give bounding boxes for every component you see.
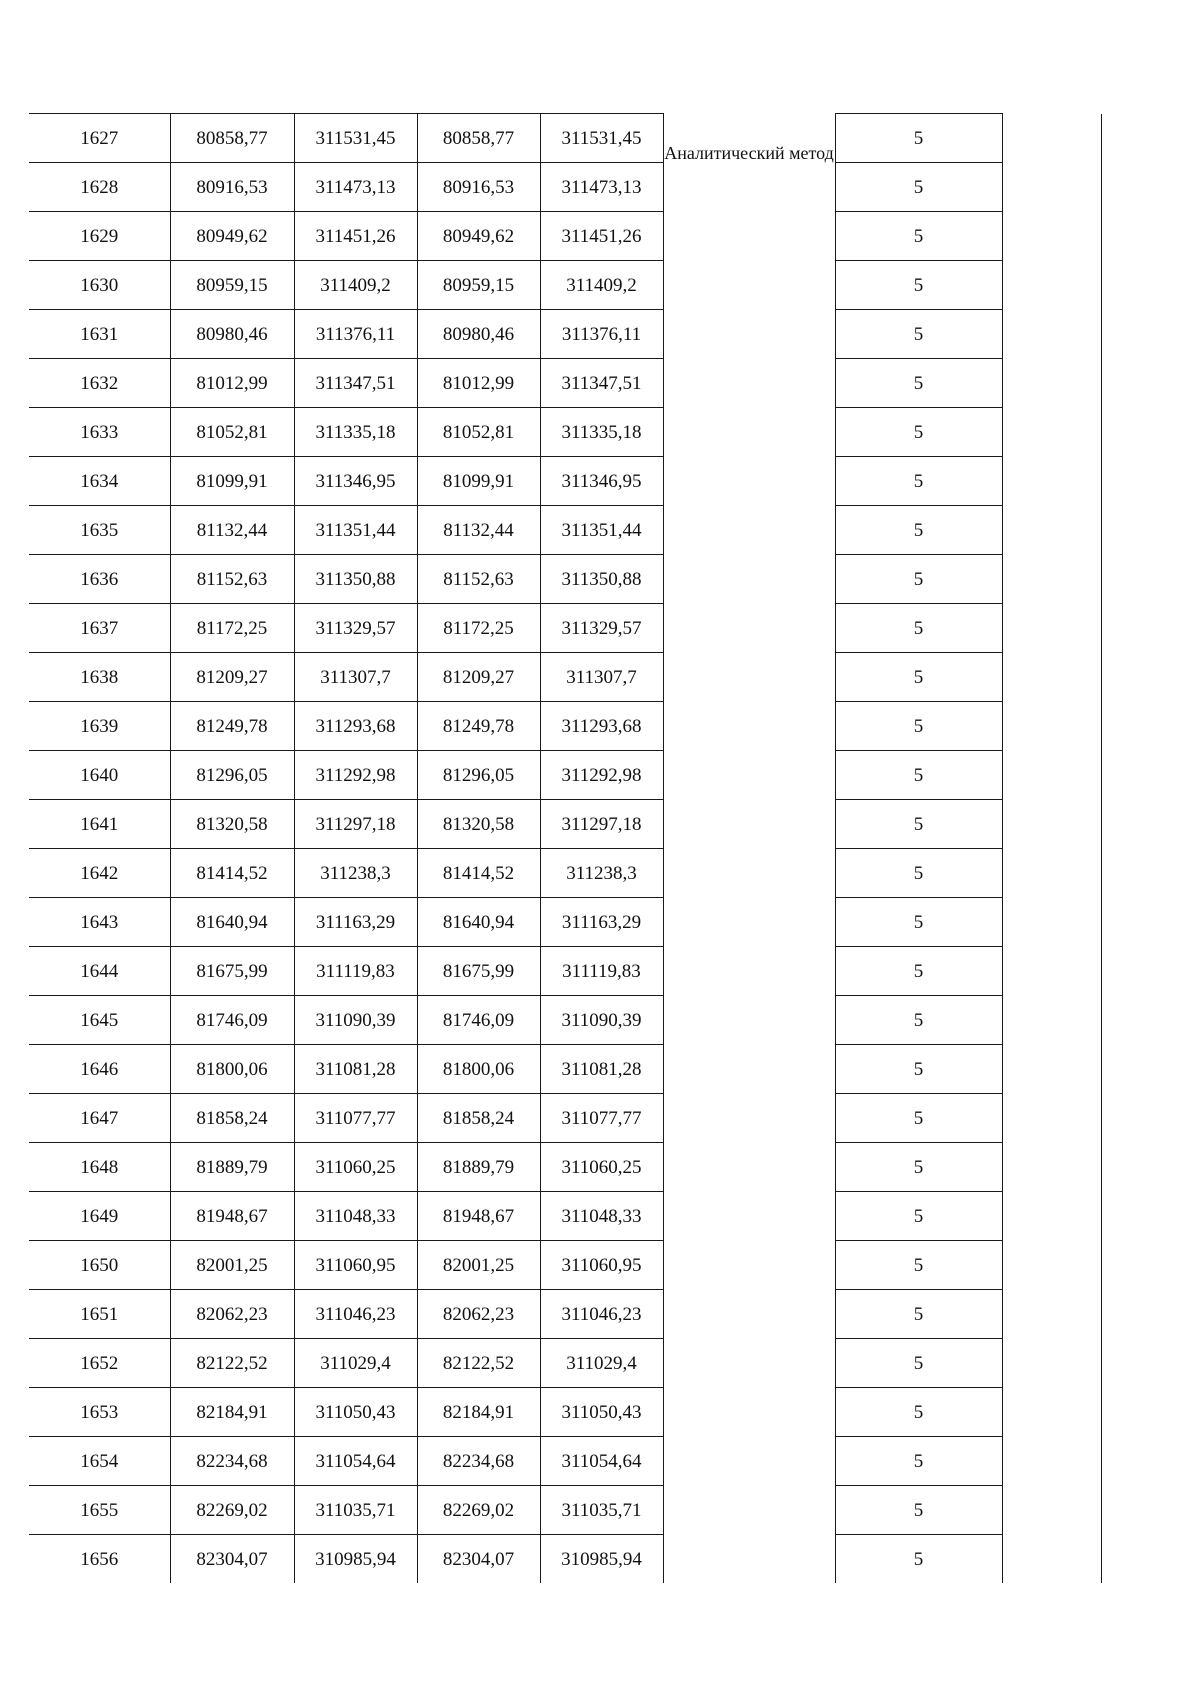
x-coordinate-refined-cell: 82184,91: [417, 1388, 540, 1437]
table-row: [29, 506, 1101, 555]
x-coordinate-cell: 82184,91: [170, 1388, 294, 1437]
point-number-cell: 1644: [29, 947, 170, 996]
point-number-cell: 1642: [29, 849, 170, 898]
accuracy-cell: 5: [835, 1143, 1002, 1192]
table-row: [29, 1437, 1101, 1486]
x-coordinate-refined-cell: 82234,68: [417, 1437, 540, 1486]
x-coordinate-refined-cell: 81640,94: [417, 898, 540, 947]
table-row: [29, 1339, 1101, 1388]
accuracy-cell: 5: [835, 604, 1002, 653]
x-coordinate-refined-cell: 81209,27: [417, 653, 540, 702]
point-number-cell: 1651: [29, 1290, 170, 1339]
y-coordinate-refined-cell: 311347,51: [540, 359, 663, 408]
x-coordinate-cell: 82304,07: [170, 1535, 294, 1584]
table-row: [29, 947, 1101, 996]
x-coordinate-cell: 81249,78: [170, 702, 294, 751]
x-coordinate-cell: 82269,02: [170, 1486, 294, 1535]
point-number-cell: 1648: [29, 1143, 170, 1192]
x-coordinate-refined-cell: 81132,44: [417, 506, 540, 555]
y-coordinate-refined-cell: 311335,18: [540, 408, 663, 457]
x-coordinate-refined-cell: 81948,67: [417, 1192, 540, 1241]
accuracy-cell: 5: [835, 408, 1002, 457]
table-row: [29, 555, 1101, 604]
point-number-cell: 1655: [29, 1486, 170, 1535]
x-coordinate-cell: 81012,99: [170, 359, 294, 408]
y-coordinate-refined-cell: 310985,94: [540, 1535, 663, 1584]
point-number-cell: 1628: [29, 163, 170, 212]
table-row: [29, 898, 1101, 947]
y-coordinate-cell: 311048,33: [294, 1192, 417, 1241]
x-coordinate-cell: 81948,67: [170, 1192, 294, 1241]
accuracy-cell: 5: [835, 261, 1002, 310]
accuracy-cell: 5: [835, 1094, 1002, 1143]
point-number-cell: 1646: [29, 1045, 170, 1094]
y-coordinate-refined-cell: 311060,25: [540, 1143, 663, 1192]
x-coordinate-cell: 81889,79: [170, 1143, 294, 1192]
x-coordinate-refined-cell: 82122,52: [417, 1339, 540, 1388]
empty-column-cell: [1002, 114, 1101, 1584]
point-number-cell: 1641: [29, 800, 170, 849]
accuracy-cell: 5: [835, 163, 1002, 212]
x-coordinate-cell: 80858,77: [170, 114, 294, 163]
accuracy-cell: 5: [835, 1290, 1002, 1339]
point-number-cell: 1636: [29, 555, 170, 604]
y-coordinate-refined-cell: 311029,4: [540, 1339, 663, 1388]
y-coordinate-cell: 311050,43: [294, 1388, 417, 1437]
y-coordinate-cell: 311046,23: [294, 1290, 417, 1339]
x-coordinate-cell: 81675,99: [170, 947, 294, 996]
table-row: [29, 1094, 1101, 1143]
y-coordinate-cell: 311347,51: [294, 359, 417, 408]
accuracy-cell: 5: [835, 800, 1002, 849]
x-coordinate-cell: 81320,58: [170, 800, 294, 849]
point-number-cell: 1654: [29, 1437, 170, 1486]
accuracy-cell: 5: [835, 1388, 1002, 1437]
point-number-cell: 1650: [29, 1241, 170, 1290]
x-coordinate-cell: 82062,23: [170, 1290, 294, 1339]
x-coordinate-refined-cell: 81800,06: [417, 1045, 540, 1094]
point-number-cell: 1649: [29, 1192, 170, 1241]
y-coordinate-cell: 311060,95: [294, 1241, 417, 1290]
accuracy-cell: 5: [835, 359, 1002, 408]
point-number-cell: 1637: [29, 604, 170, 653]
table-row: [29, 1486, 1101, 1535]
y-coordinate-refined-cell: 311293,68: [540, 702, 663, 751]
table-row: [29, 800, 1101, 849]
y-coordinate-refined-cell: 311046,23: [540, 1290, 663, 1339]
x-coordinate-refined-cell: 81152,63: [417, 555, 540, 604]
table-row: [29, 653, 1101, 702]
y-coordinate-cell: 311346,95: [294, 457, 417, 506]
y-coordinate-cell: 311531,45: [294, 114, 417, 163]
y-coordinate-refined-cell: 311081,28: [540, 1045, 663, 1094]
point-number-cell: 1630: [29, 261, 170, 310]
table-row: [29, 1045, 1101, 1094]
y-coordinate-cell: 311329,57: [294, 604, 417, 653]
table-row: [29, 1290, 1101, 1339]
table-row: [29, 702, 1101, 751]
x-coordinate-refined-cell: 82304,07: [417, 1535, 540, 1584]
accuracy-cell: 5: [835, 1192, 1002, 1241]
y-coordinate-cell: 311376,11: [294, 310, 417, 359]
y-coordinate-cell: 311292,98: [294, 751, 417, 800]
x-coordinate-refined-cell: 80858,77: [417, 114, 540, 163]
y-coordinate-cell: 311090,39: [294, 996, 417, 1045]
point-number-cell: 1656: [29, 1535, 170, 1584]
y-coordinate-refined-cell: 311050,43: [540, 1388, 663, 1437]
x-coordinate-refined-cell: 82001,25: [417, 1241, 540, 1290]
x-coordinate-refined-cell: 81296,05: [417, 751, 540, 800]
y-coordinate-refined-cell: 311292,98: [540, 751, 663, 800]
point-number-cell: 1652: [29, 1339, 170, 1388]
y-coordinate-refined-cell: 311119,83: [540, 947, 663, 996]
x-coordinate-cell: 80916,53: [170, 163, 294, 212]
y-coordinate-refined-cell: 311163,29: [540, 898, 663, 947]
y-coordinate-cell: 311307,7: [294, 653, 417, 702]
point-number-cell: 1645: [29, 996, 170, 1045]
y-coordinate-refined-cell: 311350,88: [540, 555, 663, 604]
accuracy-cell: 5: [835, 653, 1002, 702]
point-number-cell: 1639: [29, 702, 170, 751]
accuracy-cell: 5: [835, 947, 1002, 996]
x-coordinate-refined-cell: 81889,79: [417, 1143, 540, 1192]
table-row: [29, 604, 1101, 653]
y-coordinate-cell: 311119,83: [294, 947, 417, 996]
y-coordinate-cell: 311081,28: [294, 1045, 417, 1094]
accuracy-cell: 5: [835, 457, 1002, 506]
y-coordinate-cell: 311335,18: [294, 408, 417, 457]
table-row: [29, 114, 1101, 163]
accuracy-cell: 5: [835, 751, 1002, 800]
x-coordinate-refined-cell: 81858,24: [417, 1094, 540, 1143]
y-coordinate-cell: 311238,3: [294, 849, 417, 898]
x-coordinate-cell: 81052,81: [170, 408, 294, 457]
y-coordinate-refined-cell: 311473,13: [540, 163, 663, 212]
y-coordinate-cell: 311054,64: [294, 1437, 417, 1486]
table-row: [29, 1192, 1101, 1241]
x-coordinate-cell: 82234,68: [170, 1437, 294, 1486]
table-row: [29, 1388, 1101, 1437]
table-row: [29, 310, 1101, 359]
x-coordinate-cell: 82122,52: [170, 1339, 294, 1388]
y-coordinate-cell: 311473,13: [294, 163, 417, 212]
y-coordinate-cell: 311293,68: [294, 702, 417, 751]
y-coordinate-refined-cell: 311351,44: [540, 506, 663, 555]
table-row: [29, 996, 1101, 1045]
accuracy-cell: 5: [835, 996, 1002, 1045]
y-coordinate-cell: 311409,2: [294, 261, 417, 310]
accuracy-cell: 5: [835, 212, 1002, 261]
y-coordinate-cell: 311163,29: [294, 898, 417, 947]
table-body: [29, 114, 1101, 1584]
point-number-cell: 1629: [29, 212, 170, 261]
y-coordinate-refined-cell: 311060,95: [540, 1241, 663, 1290]
accuracy-cell: 5: [835, 1486, 1002, 1535]
x-coordinate-cell: 81099,91: [170, 457, 294, 506]
x-coordinate-refined-cell: 81249,78: [417, 702, 540, 751]
x-coordinate-cell: 80959,15: [170, 261, 294, 310]
accuracy-cell: 5: [835, 1437, 1002, 1486]
x-coordinate-cell: 81296,05: [170, 751, 294, 800]
table-row: [29, 359, 1101, 408]
y-coordinate-refined-cell: 311451,26: [540, 212, 663, 261]
table-row: [29, 408, 1101, 457]
y-coordinate-cell: 311351,44: [294, 506, 417, 555]
point-number-cell: 1633: [29, 408, 170, 457]
x-coordinate-cell: 81209,27: [170, 653, 294, 702]
accuracy-cell: 5: [835, 1535, 1002, 1584]
y-coordinate-cell: 311077,77: [294, 1094, 417, 1143]
y-coordinate-refined-cell: 311531,45: [540, 114, 663, 163]
x-coordinate-refined-cell: 80959,15: [417, 261, 540, 310]
table-row: [29, 849, 1101, 898]
y-coordinate-refined-cell: 311307,7: [540, 653, 663, 702]
point-number-cell: 1647: [29, 1094, 170, 1143]
y-coordinate-refined-cell: 311077,77: [540, 1094, 663, 1143]
y-coordinate-cell: 311451,26: [294, 212, 417, 261]
y-coordinate-refined-cell: 311238,3: [540, 849, 663, 898]
y-coordinate-refined-cell: 311048,33: [540, 1192, 663, 1241]
y-coordinate-refined-cell: 311346,95: [540, 457, 663, 506]
accuracy-cell: 5: [835, 849, 1002, 898]
y-coordinate-cell: 311029,4: [294, 1339, 417, 1388]
y-coordinate-cell: 311035,71: [294, 1486, 417, 1535]
point-number-cell: 1653: [29, 1388, 170, 1437]
accuracy-cell: 5: [835, 1339, 1002, 1388]
x-coordinate-refined-cell: 81320,58: [417, 800, 540, 849]
y-coordinate-refined-cell: 311297,18: [540, 800, 663, 849]
y-coordinate-refined-cell: 311329,57: [540, 604, 663, 653]
y-coordinate-refined-cell: 311409,2: [540, 261, 663, 310]
y-coordinate-cell: 311060,25: [294, 1143, 417, 1192]
x-coordinate-cell: 81746,09: [170, 996, 294, 1045]
x-coordinate-refined-cell: 81414,52: [417, 849, 540, 898]
coordinates-table: [29, 113, 1102, 1583]
table-row: [29, 457, 1101, 506]
accuracy-cell: 5: [835, 310, 1002, 359]
x-coordinate-refined-cell: 81675,99: [417, 947, 540, 996]
table-row: [29, 163, 1101, 212]
x-coordinate-refined-cell: 82269,02: [417, 1486, 540, 1535]
x-coordinate-refined-cell: 81052,81: [417, 408, 540, 457]
x-coordinate-cell: 82001,25: [170, 1241, 294, 1290]
x-coordinate-cell: 81132,44: [170, 506, 294, 555]
accuracy-cell: 5: [835, 702, 1002, 751]
x-coordinate-cell: 81858,24: [170, 1094, 294, 1143]
y-coordinate-refined-cell: 311054,64: [540, 1437, 663, 1486]
accuracy-cell: 5: [835, 114, 1002, 163]
table-row: [29, 751, 1101, 800]
x-coordinate-refined-cell: 82062,23: [417, 1290, 540, 1339]
x-coordinate-refined-cell: 81099,91: [417, 457, 540, 506]
y-coordinate-refined-cell: 311376,11: [540, 310, 663, 359]
x-coordinate-cell: 81172,25: [170, 604, 294, 653]
x-coordinate-cell: 81414,52: [170, 849, 294, 898]
point-number-cell: 1632: [29, 359, 170, 408]
x-coordinate-refined-cell: 80949,62: [417, 212, 540, 261]
point-number-cell: 1631: [29, 310, 170, 359]
accuracy-cell: 5: [835, 506, 1002, 555]
x-coordinate-refined-cell: 80980,46: [417, 310, 540, 359]
accuracy-cell: 5: [835, 1045, 1002, 1094]
x-coordinate-cell: 81640,94: [170, 898, 294, 947]
point-number-cell: 1634: [29, 457, 170, 506]
y-coordinate-cell: 311350,88: [294, 555, 417, 604]
y-coordinate-cell: 311297,18: [294, 800, 417, 849]
y-coordinate-refined-cell: 311035,71: [540, 1486, 663, 1535]
x-coordinate-refined-cell: 81172,25: [417, 604, 540, 653]
table-row: [29, 212, 1101, 261]
y-coordinate-cell: 310985,94: [294, 1535, 417, 1584]
point-number-cell: 1640: [29, 751, 170, 800]
accuracy-cell: 5: [835, 898, 1002, 947]
x-coordinate-cell: 81800,06: [170, 1045, 294, 1094]
x-coordinate-refined-cell: 80916,53: [417, 163, 540, 212]
y-coordinate-refined-cell: 311090,39: [540, 996, 663, 1045]
accuracy-cell: 5: [835, 1241, 1002, 1290]
point-number-cell: 1638: [29, 653, 170, 702]
table-row: [29, 1241, 1101, 1290]
table-row: [29, 1535, 1101, 1584]
point-number-cell: 1635: [29, 506, 170, 555]
x-coordinate-refined-cell: 81012,99: [417, 359, 540, 408]
x-coordinate-cell: 80980,46: [170, 310, 294, 359]
table-row: [29, 261, 1101, 310]
x-coordinate-cell: 80949,62: [170, 212, 294, 261]
x-coordinate-refined-cell: 81746,09: [417, 996, 540, 1045]
point-number-cell: 1643: [29, 898, 170, 947]
accuracy-cell: 5: [835, 555, 1002, 604]
point-number-cell: 1627: [29, 114, 170, 163]
x-coordinate-cell: 81152,63: [170, 555, 294, 604]
determination-method-cell: Аналитический метод: [664, 142, 834, 163]
table-row: [29, 1143, 1101, 1192]
